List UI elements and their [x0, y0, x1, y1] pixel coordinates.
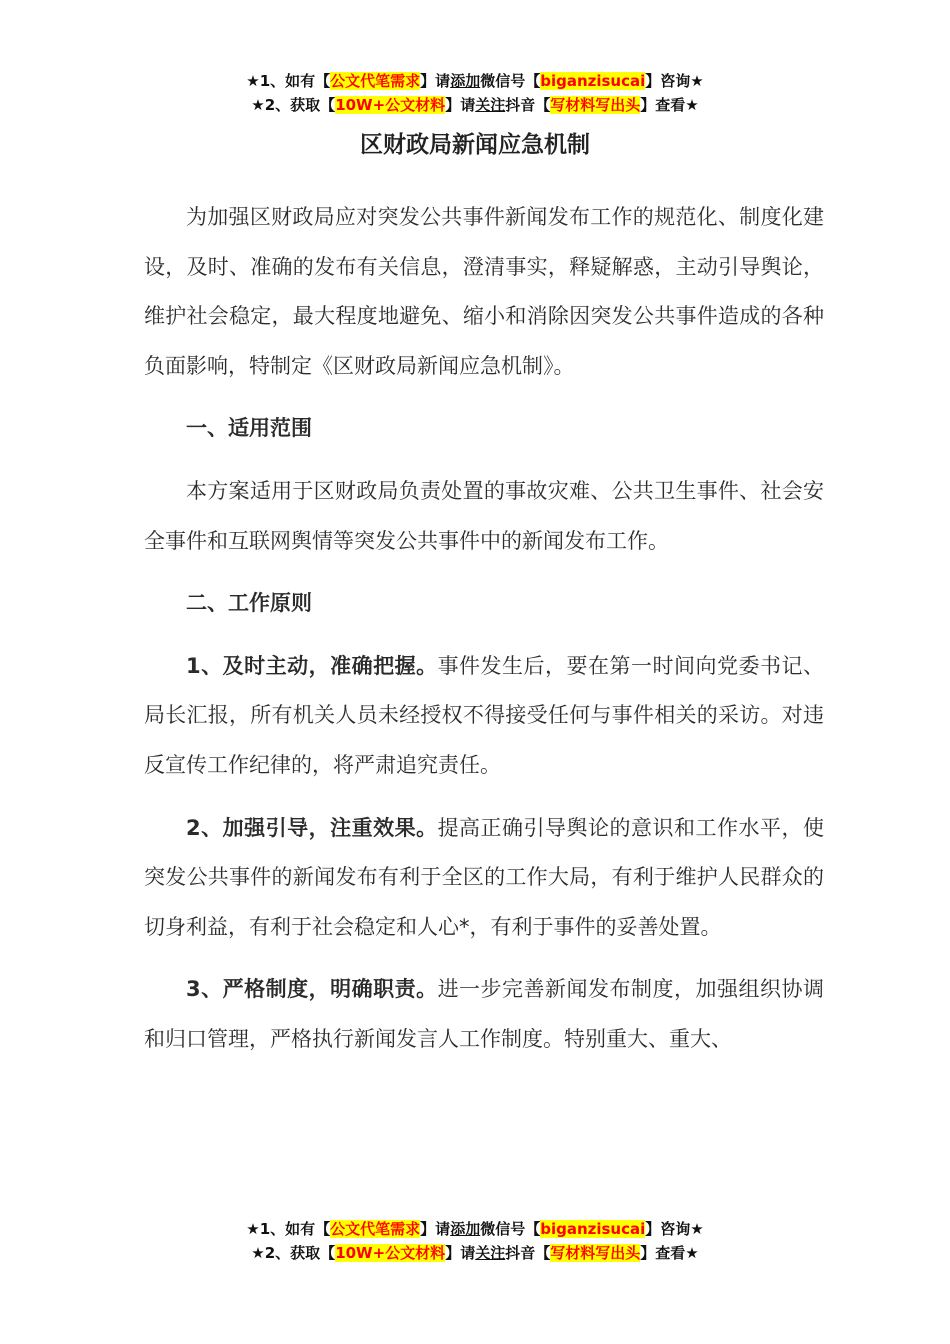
promo-wechat-id: biganzisucai	[540, 72, 646, 90]
promo-text: ★2、获取【	[251, 1244, 336, 1262]
promo-highlight: 公文代笔需求	[330, 72, 421, 90]
promo-text: 】请	[420, 1220, 451, 1238]
promo-text: 】查看★	[640, 1244, 699, 1262]
promo-douyin-account: 写材料写出头	[550, 96, 641, 114]
promo-text: ★1、如有【	[246, 1220, 331, 1238]
promo-highlight: 10W+公文材料	[335, 96, 446, 114]
promo-text: 】查看★	[640, 96, 699, 114]
principle-body: 进一步完善新闻发布制度，加强组织协调和归口管理，严格执行新闻发言人工作制度。特别重大、重大、	[144, 977, 824, 1051]
principle-lead: 1、及时主动，准确把握。	[186, 653, 438, 678]
scope-paragraph: 本方案适用于区财政局负责处置的事故灾难、公共卫生事件、社会安全事件和互联网舆情等突发公共事件中的新闻发布工作。	[144, 478, 824, 553]
promo-text: 抖音【	[505, 96, 551, 114]
promo-line-1	[0, 69, 950, 93]
principle-item	[144, 965, 824, 1064]
principle-item	[144, 804, 824, 953]
promo-text: ★2、获取【	[251, 96, 336, 114]
promo-underlined: 关注	[475, 1244, 506, 1262]
section-heading-scope: 一、适用范围	[186, 416, 312, 441]
promo-text: 】请	[445, 96, 476, 114]
header-promo-banner	[0, 69, 950, 117]
promo-highlight: 10W+公文材料	[335, 1244, 446, 1262]
promo-highlight: 公文代笔需求	[330, 1220, 421, 1238]
intro-paragraph: 为加强区财政局应对突发公共事件新闻发布工作的规范化、制度化建设，及时、准确的发布有关信息，澄清事实，释疑解惑，主动引导舆论，维护社会稳定，最大程度地避免、缩小和消除因突发公共事件造成的各种负面影响，特制定《区财政局新闻应急机制》。	[144, 205, 824, 378]
principle-item	[144, 642, 824, 791]
principle-body: 事件发生后，要在第一时间向党委书记、局长汇报，所有机关人员未经授权不得接受任何与事件相关的采访。对违反宣传工作纪律的，将严肃追究责任。	[144, 653, 824, 777]
promo-douyin-account: 写材料写出头	[550, 1244, 641, 1262]
promo-text: 】请	[420, 72, 451, 90]
promo-wechat-id: biganzisucai	[540, 1220, 646, 1238]
promo-text: 】咨询★	[645, 72, 704, 90]
promo-text: 】请	[445, 1244, 476, 1262]
document-body	[144, 193, 824, 1078]
promo-text: ★1、如有【	[246, 72, 331, 90]
promo-underlined: 添加	[450, 1220, 481, 1238]
promo-line-1	[0, 1217, 950, 1241]
promo-underlined: 添加	[450, 72, 481, 90]
promo-line-2	[0, 1241, 950, 1265]
document-title: 区财政局新闻应急机制	[360, 132, 590, 158]
promo-text: 微信号【	[480, 1220, 541, 1238]
promo-text: 抖音【	[505, 1244, 551, 1262]
promo-underlined: 关注	[475, 96, 506, 114]
principle-lead: 3、严格制度，明确职责。	[186, 977, 438, 1002]
promo-text: 微信号【	[480, 72, 541, 90]
promo-line-2	[0, 93, 950, 117]
section-heading-principles: 二、工作原则	[186, 591, 312, 616]
promo-text: 】咨询★	[645, 1220, 704, 1238]
footer-promo-banner	[0, 1217, 950, 1265]
principle-body: 提高正确引导舆论的意识和工作水平，使突发公共事件的新闻发布有利于全区的工作大局，有利于维护人民群众的切身利益，有利于社会稳定和人心*，有利于事件的妥善处置。	[144, 815, 824, 939]
principle-lead: 2、加强引导，注重效果。	[186, 815, 438, 840]
